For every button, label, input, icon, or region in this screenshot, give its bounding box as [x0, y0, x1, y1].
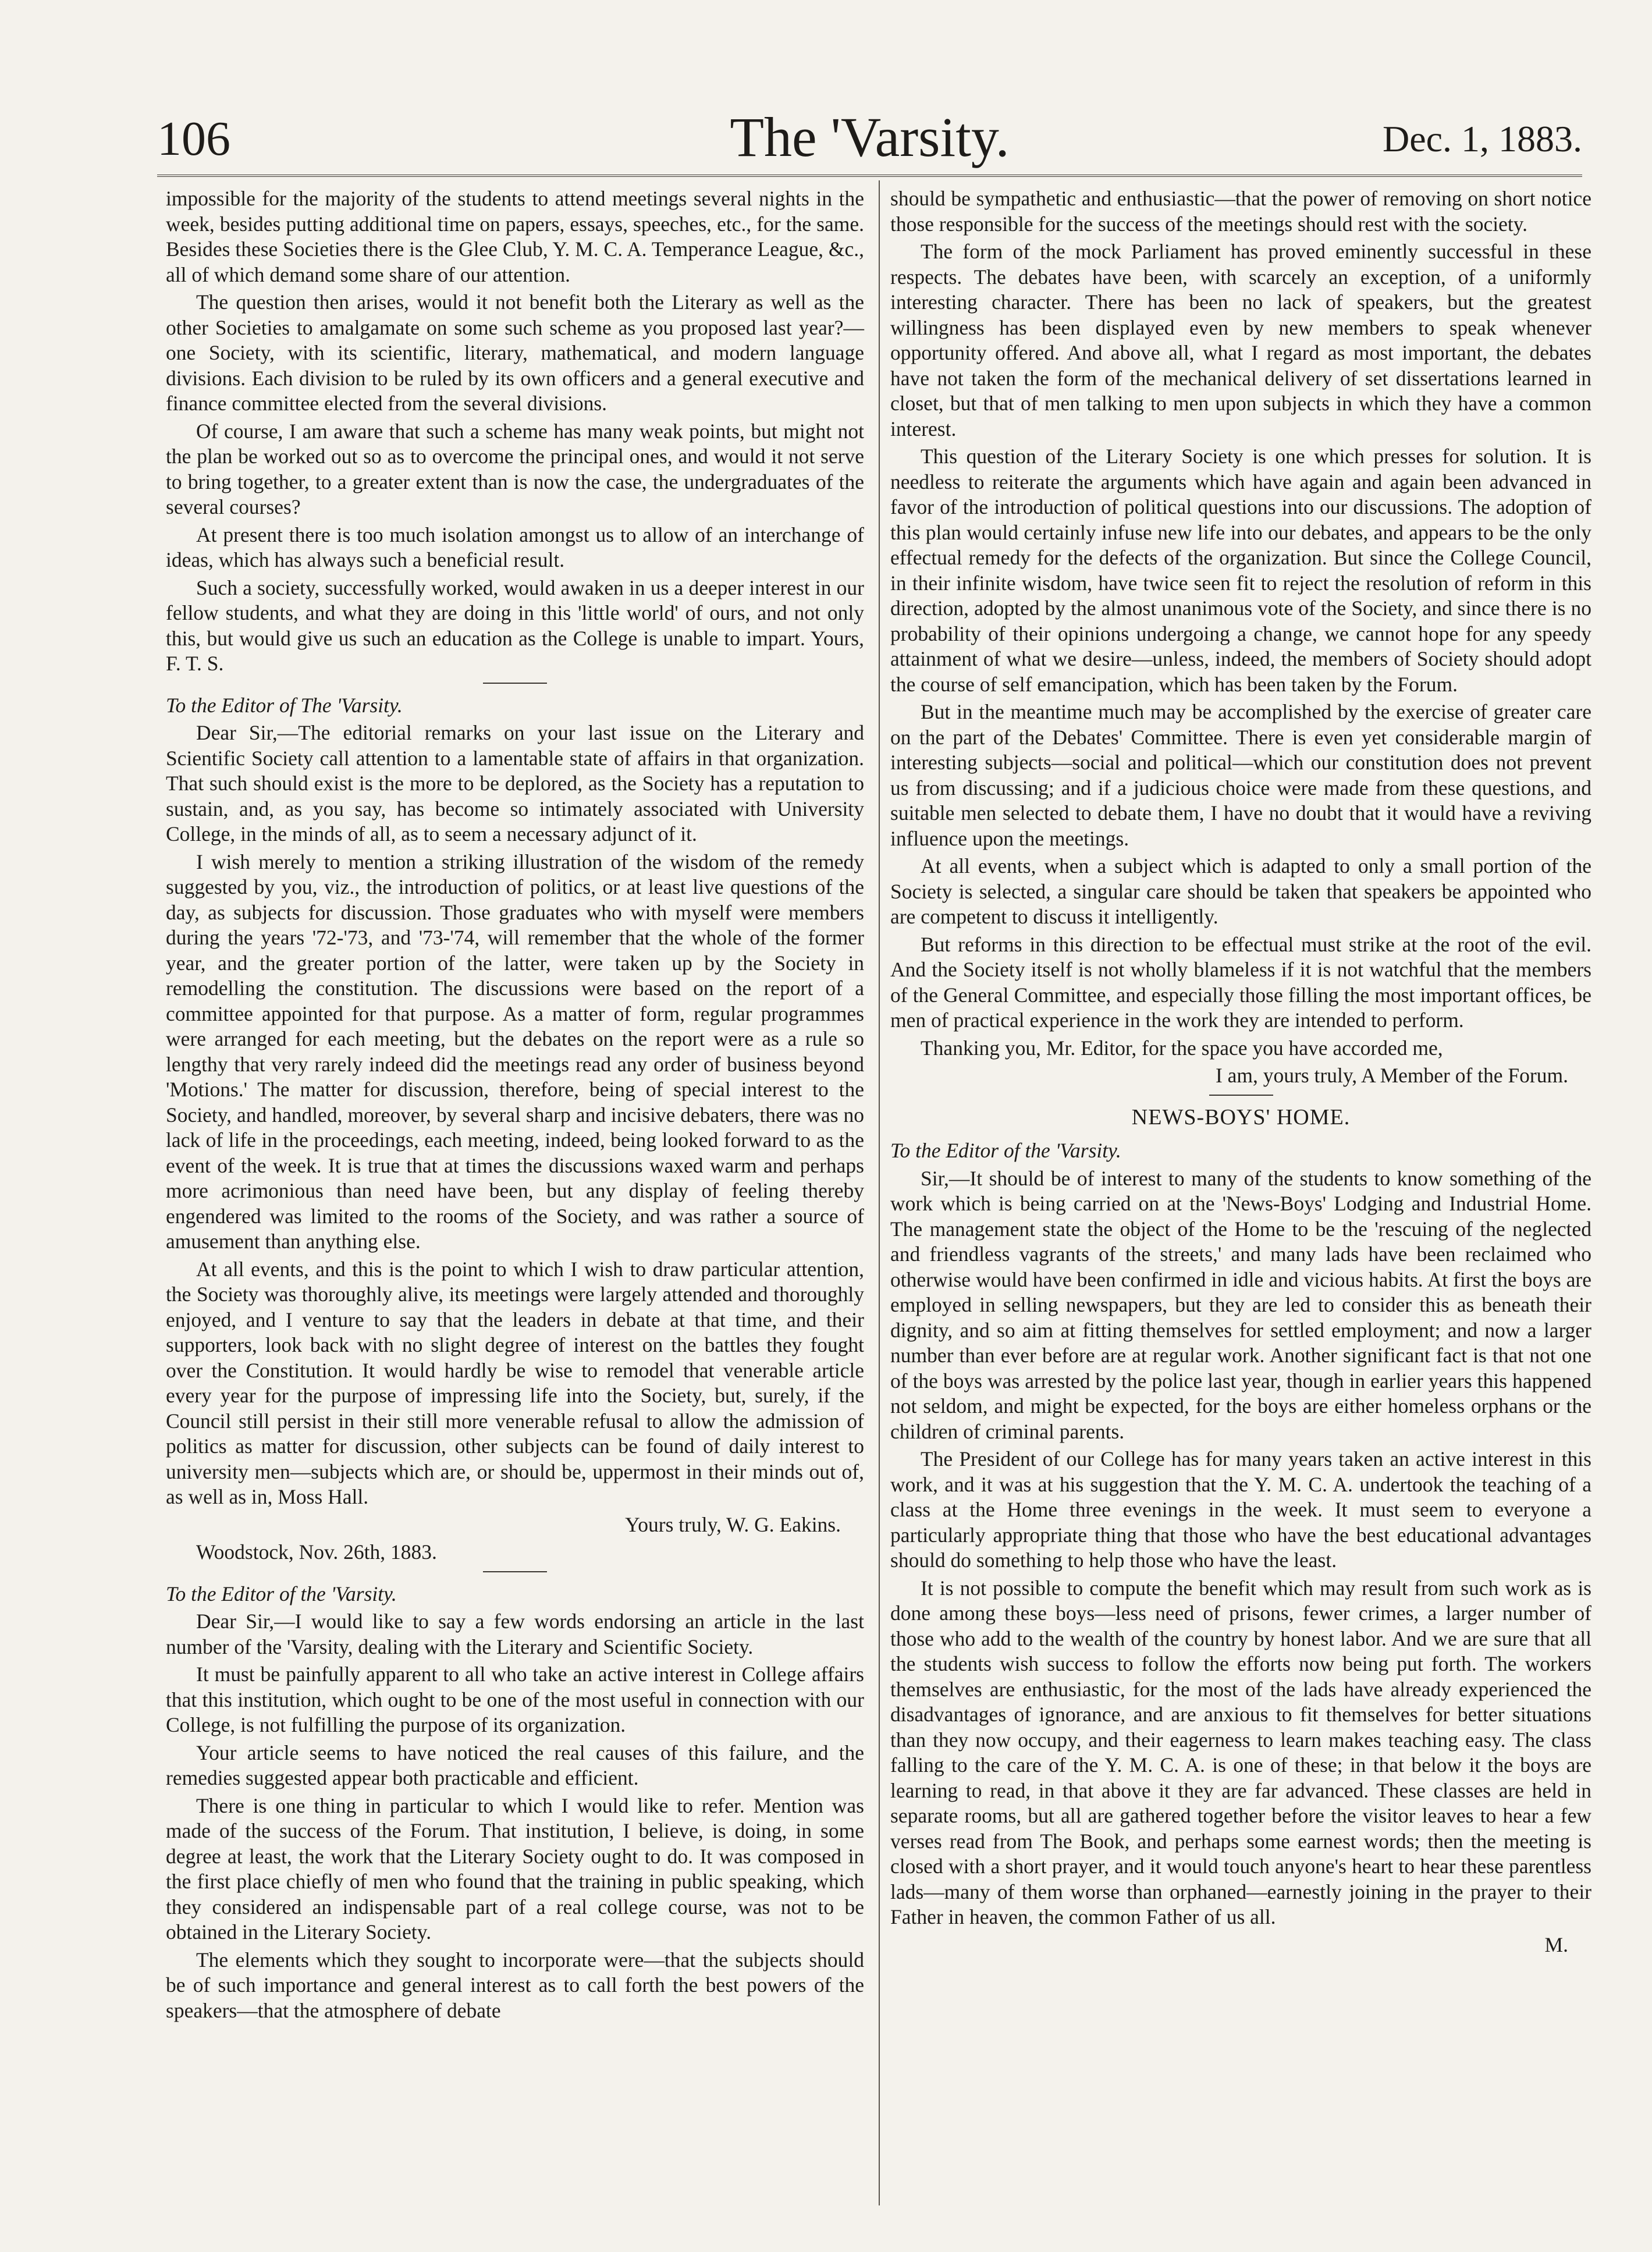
paragraph: The question then arises, would it not benefit both the Literary as well as the other Societies to amalgamate on some such scheme as you proposed last year?—one Society, with its scientific, literary, mathematical, and modern language divisions. Each division to be ruled by its own officers and a general executive and finance committee elected from the several divisions.	[166, 290, 864, 415]
letter-signature: Yours truly, W. G. Eakins.	[625, 1512, 841, 1536]
paragraph: Dear Sir,—I would like to say a few words endorsing an article in the last number of the 'Varsity, dealing with the Literary and Scientific Society.	[166, 1610, 864, 1658]
right-column	[890, 186, 1591, 1960]
paragraph: At all events, and this is the point to which I wish to draw particular attention, the Society was thoroughly alive, its meetings were largely attended and thoroughly enjoyed, and I venture to say that the leaders in debate at that time, and their supporters, look back with no slight degree of interest on the battles they fought over the Constitution. It would hardly be wise to remodel that venerable article every year for the purpose of impressing life into the Society, but, surely, if the Council still persist in their still more venerable refusal to allow the admission of politics as matter for discussion, other subjects can be found of daily interest to university men—subjects which are, or should be, uppermost in their minds out of, as well as in, Moss Hall.	[166, 1257, 864, 1508]
section-rule	[483, 683, 547, 684]
paragraph: Of course, I am aware that such a scheme has many weak points, but might not the plan be worked out so as to overcome the principal ones, and would it not serve to bring together, to a greater extent than is now the case, the undergraduates of the several courses?	[166, 419, 864, 518]
paragraph: It is not possible to compute the benefit which may result from such work as is done among these boys—less need of prisons, fewer crimes, a larger number of those who add to the wealth of the country by honest labor. And we are sure that all the students wish success to follow the efforts now being put forth. The workers themselves are enthusiastic, for the most of the lads have already experienced the disadvantages of ignorance, and are anxious to fit themselves for better situations than they now occupy, and their eagerness to learn makes teaching easy. The class falling to the care of the Y. M. C. A. is one of these; in that below it the boys are learning to read, in that above it they are far advanced. These classes are held in separate rooms, but all are gathered together before the visitor leaves to hear a few verses read from The Book, and perhaps some earnest words; then the meeting is closed with a short prayer, and it would touch anyone's heart to hear these parentless lads—many of them worse than orphaned—earnestly joining in the prayer to their Father in heaven, the common Father of us all.	[890, 1576, 1591, 1928]
header-rule	[157, 175, 1582, 177]
paragraph: It must be painfully apparent to all who take an active interest in College affairs that this institution, which ought to be one of the most useful in connection with our College, is not fulfilling the purpose of its organization.	[166, 1663, 864, 1736]
paragraph: should be sympathetic and enthusiastic—that the power of removing on short notice those responsible for the success of the meetings should rest with the society.	[890, 187, 1591, 236]
paragraph: The President of our College has for many years taken an active interest in this work, and it was at his suggestion that the Y. M. C. A. undertook the teaching of a class at the Home three evenings in the week. It must seem to everyone a particularly appropriate thing that those who have the best educational advantages should do something to help those who have the least.	[890, 1447, 1591, 1572]
paragraph: impossible for the majority of the students to attend meetings several nights in the week, besides putting additional time on papers, essays, speeches, etc., for the same. Besides these Societies there is the Glee Club, Y. M. C. A. Temperance League, &c., all of which demand some share of our attention.	[166, 187, 864, 286]
journal-title: The 'Varsity.	[730, 106, 1010, 168]
letter-salutation: To the Editor of the 'Varsity.	[890, 1139, 1121, 1162]
paragraph: There is one thing in particular to which I would like to refer. Mention was made of the success of the Forum. That institution, I believe, is doing, in some degree at least, the work that the Literary Society ought to do. It was composed in the first place chiefly of men who found that the training in public speaking, which they considered an indispensable part of a real college course, was not to be obtained in the Literary Society.	[166, 1793, 864, 1944]
paragraph: Dear Sir,—The editorial remarks on your last issue on the Literary and Scientific Society call attention to a lamentable state of affairs in that organization. That such should exist is the more to be deplored, as the Society has a reputation to sustain, and, as you say, has become so intimately associated with University College, in the minds of all, as to seem a necessary adjunct of it.	[166, 721, 864, 846]
paragraph: Your article seems to have noticed the real causes of this failure, and the remedies suggested appear both practicable and efficient.	[166, 1740, 864, 1789]
paragraph: The form of the mock Parliament has proved eminently successful in these respects. The debates have been, with scarcely an exception, of a uniformly interesting character. There has been no lack of speakers, but the greatest willingness has been displayed even by new members to speak whenever opportunity offered. And above all, what I regard as most important, the debates have not taken the form of the mechanical delivery of set dissertations learned in closet, but that of men talking to men upon subjects in which they have a common interest.	[890, 240, 1591, 441]
paragraph: At all events, when a subject which is adapted to only a small portion of the Society is selected, a singular care should be taken that speakers be appointed who are competent to discuss it intelligently.	[890, 854, 1591, 928]
page-number: 106	[157, 112, 230, 166]
letter-salutation: To the Editor of the 'Varsity.	[166, 1582, 397, 1605]
left-column	[166, 186, 864, 2026]
paragraph: Thanking you, Mr. Editor, for the space you have accorded me,	[921, 1036, 1443, 1060]
issue-date: Dec. 1, 1883.	[1382, 118, 1582, 159]
paragraph: But in the meantime much may be accomplished by the exercise of greater care on the part of the Debates' Committee. There is even yet considerable margin of interesting subjects—social and political—which our constitution does not prevent us from discussing; and if a judicious choice were made from these questions, and suitable men selected to debate them, I have no doubt that it would have a reviving influence upon the meetings.	[890, 700, 1591, 850]
section-rule	[1209, 1095, 1273, 1096]
letter-place-date: Woodstock, Nov. 26th, 1883.	[196, 1540, 437, 1564]
paragraph: I wish merely to mention a striking illustration of the wisdom of the remedy suggested by you, viz., the introduction of politics, or at least live questions of the day, as subjects for discussion. Those graduates who with myself were members during the years '72-'73, and '73-'74, will remember that the whole of the former year, and the greater portion of the latter, were taken up by the Society in remodelling the constitution. The discussions were based on the report of a committee appointed for that purpose. As a matter of form, regular programmes were arranged for each meeting, but the debates on the report were as a rule so lengthy that very rarely indeed did the meetings read any order of business beyond 'Motions.' The matter for discussion, therefore, being of special interest to the Society, and handled, moreover, by several sharp and incisive debaters, there was no lack of life in the proceedings, each meeting, indeed, being looked forward to as the event of the week. It is true that at times the discussions waxed warm and perhaps more acrimonious than need have been, but any display of feeling thereby engendered was limited to the rooms of the Society, and was rather a source of amusement than anything else.	[166, 850, 864, 1253]
paragraph: Sir,—It should be of interest to many of the students to know something of the work which is being carried on at the 'News-Boys' Lodging and Industrial Home. The management state the object of the Home to be the 'rescuing of the neglected and friendless vagrants of the streets,' and many lads have been reclaimed who otherwise would have been confirmed in idle and vicious habits. At first the boys are employed in selling newspapers, but they are led to consider this as beneath their dignity, and so aim at fitting themselves for settled employment; and now a larger number than ever before are at regular work. Another significant fact is that not one of the boys was arrested by the police last year, though in earlier years this happened not seldom, and might be expected, for the boys are either homeless orphans or the children of criminal parents.	[890, 1166, 1591, 1443]
paragraph: But reforms in this direction to be effectual must strike at the root of the evil. And the Society itself is not wholly blameless if it is not watchful that the members of the General Committee, and especially those filling the most important offices, be men of practical experience in the work they are intended to perform.	[890, 932, 1591, 1032]
paragraph: Such a society, successfully worked, would awaken in us a deeper interest in our fellow students, and what they are doing in this 'little world' of ours, and not only this, but would give us such an education as the College is unable to impart. Yours, F. T. S.	[166, 576, 864, 675]
letter-salutation: To the Editor of The 'Varsity.	[166, 693, 403, 717]
letter-signature: M.	[1544, 1933, 1568, 1956]
letter-signature: I am, yours truly, A Member of the Forum.	[1215, 1064, 1568, 1087]
paragraph: This question of the Literary Society is one which presses for solution. It is needless to reiterate the arguments which have again and again been advanced in favor of the introduction of political questions into our discussions. The adoption of this plan would certainly infuse new life into our debates, and appears to be the only effectual remedy for the defects of the organization. But since the College Council, in their infinite wisdom, have twice seen fit to reject the resolution of reform in this direction, adopted by the almost unanimous vote of the Society, and since there is no probability of their opinions undergoing a change, we cannot hope for any speedy attainment of what we desire—unless, indeed, the members of Society should adopt the course of self emancipation, which has been taken by the Forum.	[890, 445, 1591, 696]
paragraph: The elements which they sought to incorporate were—that the subjects should be of such importance and general interest as to call forth the best powers of the speakers—that the atmosphere of debate	[166, 1948, 864, 2022]
paragraph: At present there is too much isolation amongst us to allow of an interchange of ideas, which has always such a beneficial result.	[166, 523, 864, 571]
column-divider	[879, 180, 880, 2205]
section-heading: NEWS-BOYS' HOME.	[1131, 1104, 1351, 1129]
section-rule	[483, 1571, 547, 1572]
page-header	[157, 105, 1582, 169]
